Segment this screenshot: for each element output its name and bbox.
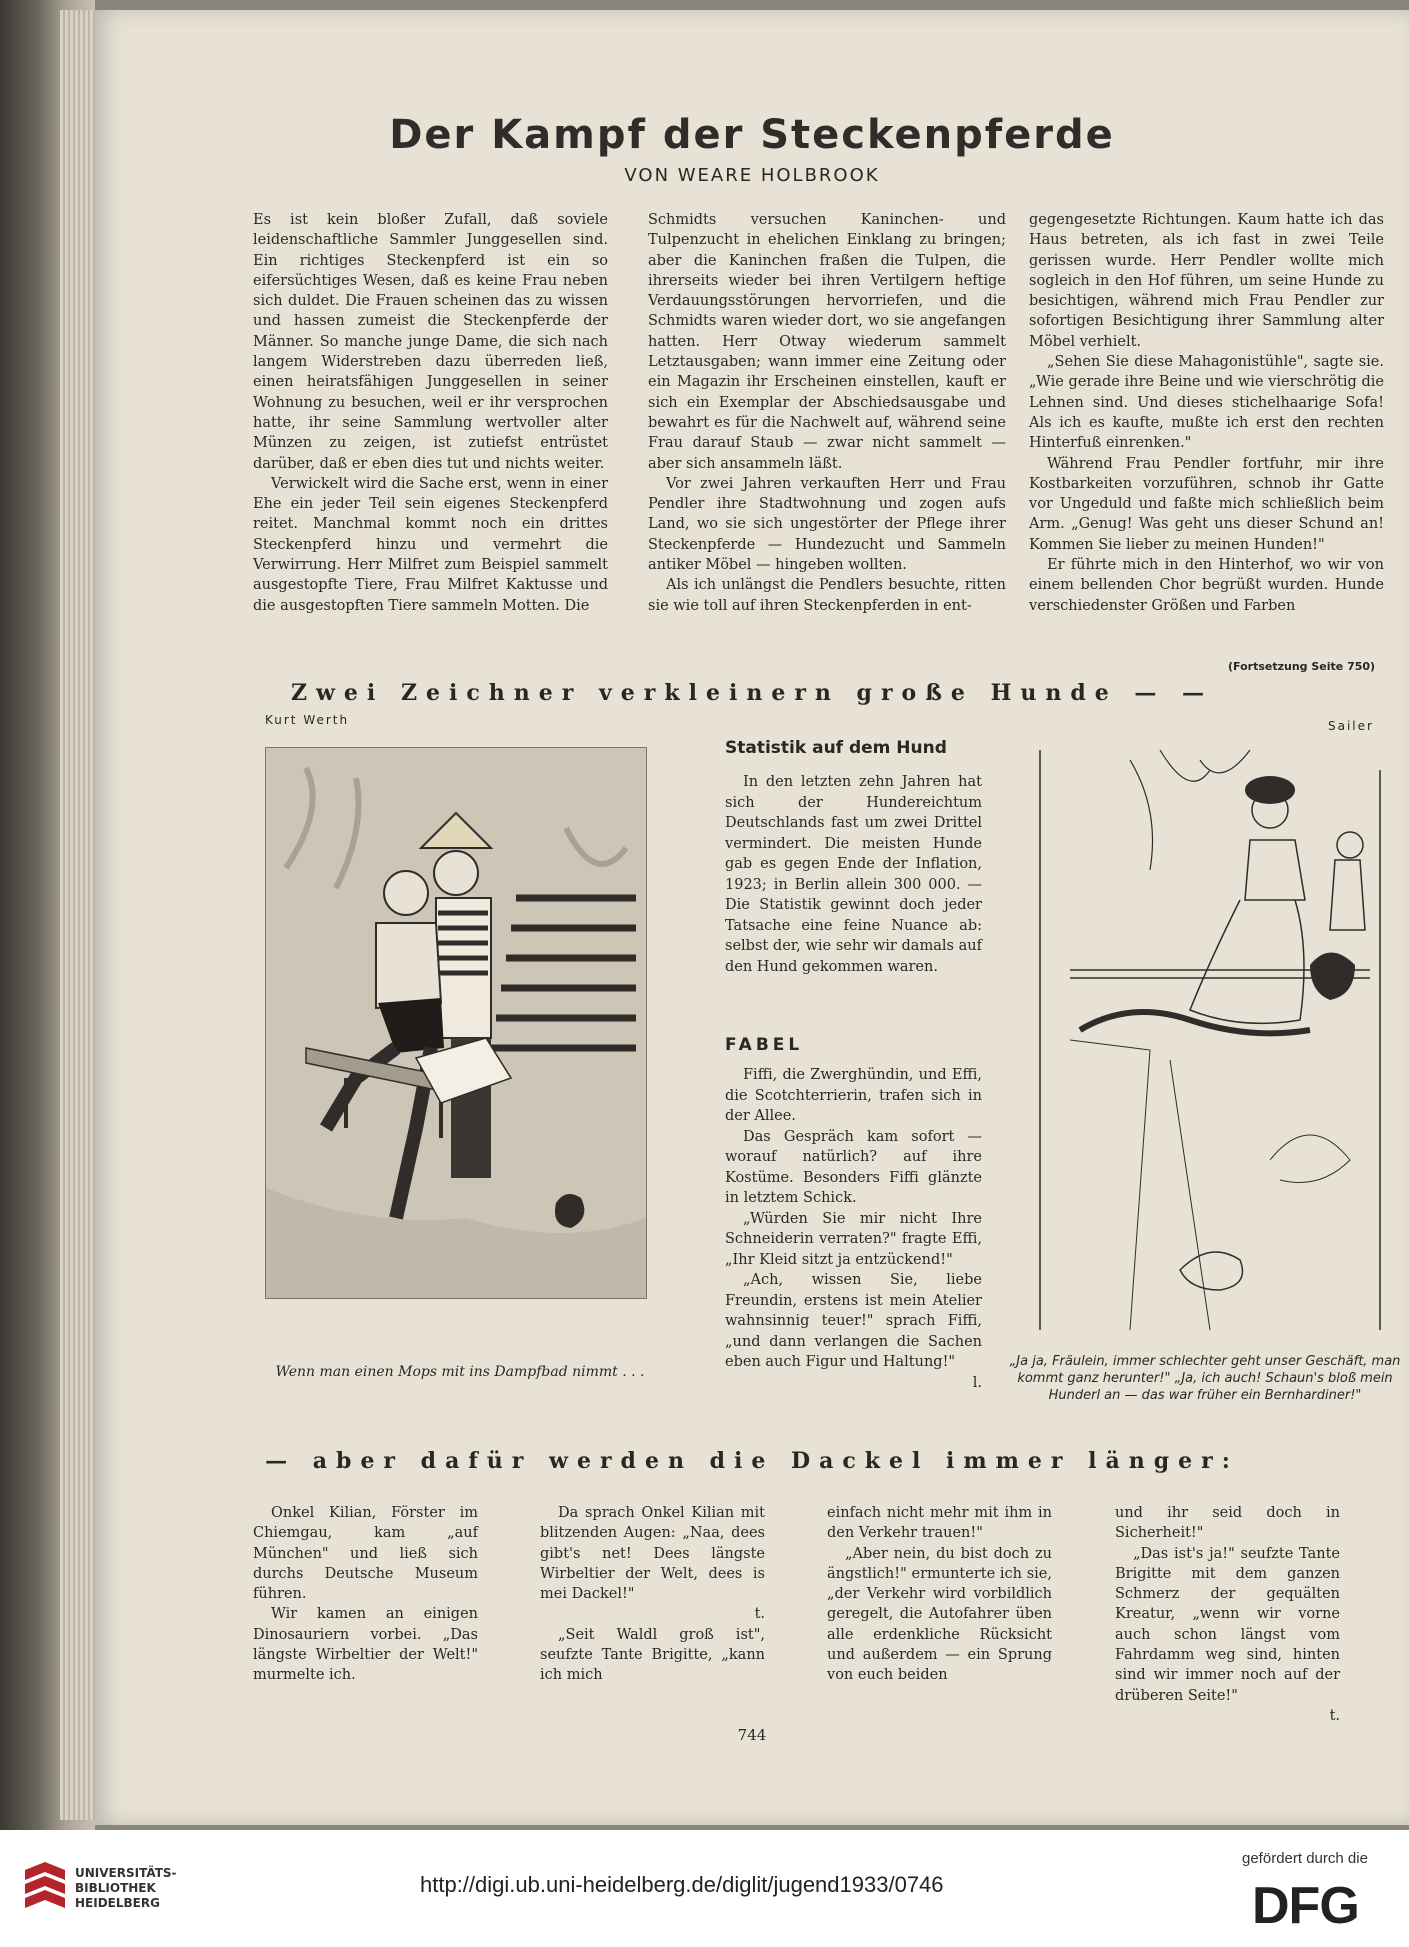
paragraph: Verwickelt wird die Sache erst, wenn in einer Ehe ein jeder Teil sein eigenes Steckenpferd reitet. Manchmal kommt noch ein drittes Steckenpferd hinzu und vermehrt die Verwirrung. Herr Milfret zum Beispiel sammelt ausgestopfte Tiere, Frau Milfret Kaktusse und die ausgestopften Tiere sammeln Motten. Die — [253, 475, 608, 614]
library-logo-icon[interactable] — [20, 1860, 70, 1920]
paragraph: „Seit Waldl groß ist", seufzte Tante Brigitte, „kann ich mich — [540, 1626, 765, 1684]
article-column-2 — [648, 210, 1006, 616]
funding-label: gefördert durch die — [1242, 1850, 1368, 1867]
illustration-drawing — [266, 748, 646, 1298]
illustration-bar-scene — [1010, 730, 1409, 1345]
illustration-sketch — [1010, 730, 1409, 1345]
fabel-text-block — [725, 1065, 982, 1393]
paragraph: und ihr seid doch in Sicherheit!" — [1115, 1505, 1340, 1542]
viewer-footer — [0, 1830, 1409, 1947]
statistik-title: Statistik auf dem Hund — [725, 738, 947, 758]
article-author: VON WEARE HOLBROOK — [624, 165, 880, 186]
library-line: HEIDELBERG — [75, 1896, 160, 1910]
bottom-column-2 — [540, 1503, 765, 1686]
paragraph: Onkel Kilian, Förster im Chiemgau, kam „auf München" und ließ sich durchs Deutsche Museum führen. — [253, 1505, 478, 1603]
paragraph: Das Gespräch kam sofort — worauf natürlich? auf ihre Kostüme. Besonders Fiffi glänzte in letztem Schick. — [725, 1128, 982, 1206]
paragraph: Er führte mich in den Hinterhof, wo wir von einem bellenden Chor begrüßt wurden. Hunde verschiedenster Größen und Farben — [1029, 557, 1384, 614]
scanned-page — [95, 10, 1409, 1825]
paragraph: Wir kamen an einigen Dinosauriern vorbei. „Das längste Wirbeltier der Welt!" murmelte ich. — [253, 1606, 478, 1684]
illustration-steam-bath — [265, 747, 647, 1299]
caption-left: Wenn man einen Mops mit ins Dampfbad nimmt . . . — [275, 1364, 645, 1380]
paragraph: Vor zwei Jahren verkauften Herr und Frau Pendler ihre Stadtwohnung und zogen aufs Land, wo sie sich ungestörter der Pflege ihrer Steckenpferde — Hundezucht und Sammeln antiker Möbel — hingeben wollten. — [648, 475, 1006, 574]
caption-right: „Ja ja, Fräulein, immer schlechter geht unser Geschäft, man kommt ganz herunter!" „Ja, ich auch! Schaun's bloß mein Hunderl an — das war früher ein Bernhardiner!" — [1009, 1354, 1401, 1403]
paragraph: Schmidts versuchen Kaninchen- und Tulpenzucht in ehelichen Einklang zu bringen; aber die Kaninchen fraßen die Tulpen, die ihrerseits wieder bei ihren Vertilgern heftige Verdauungsstörungen hervorriefen, und die Schmidts waren wieder dort, wo sie angefangen hatten. Herr Otway wiederum sammelt Letztausgaben; wann immer eine Zeitung oder ein Magazin ihr Erscheinen einstellen, kauft er sich ein Exemplar der Abschiedsausgabe und bewahrt es für die Nachwelt auf, während seine Frau darauf Staub — zwar nicht sammelt — aber sich ansammeln läßt. — [648, 212, 1006, 472]
article-column-1 — [253, 210, 608, 616]
paragraph: „Ach, wissen Sie, liebe Freundin, erstens ist mein Atelier wahnsinnig teuer!" sprach Fiffi, „und dann verlangen die Sachen eben auch Figur und Haltung!" — [725, 1272, 982, 1370]
bottom-column-1 — [253, 1503, 478, 1686]
statistik-text: In den letzten zehn Jahren hat sich der Hundereichtum Deutschlands fast um zwei Drittel vermindert. Die meisten Hunde gab es gegen Ende der Inflation, 1923; in Berlin allein 300 000. — Die Statistik gewinnt doch jeder Tatsache eine feine Nuance ab: selbst der, wie sehr wir damals auf den Hund gekommen waren. — [725, 774, 982, 975]
page-number: 744 — [737, 1726, 767, 1744]
permalink-url[interactable]: http://digi.ub.uni-heidelberg.de/diglit/jugend1933/0746 — [420, 1872, 944, 1897]
library-name[interactable] — [75, 1866, 177, 1911]
paragraph: Fiffi, die Zwerghündin, und Effi, die Scotchterrierin, trafen sich in der Allee. — [725, 1067, 982, 1124]
statistik-text-block — [725, 772, 982, 977]
headline-top: Zwei Zeichner verkleinern große Hunde — — — [290, 680, 1214, 706]
page-stack — [60, 10, 96, 1820]
bottom-column-3 — [827, 1503, 1052, 1686]
paragraph: „Würden Sie mir nicht Ihre Schneiderin verraten?" fragte Effi, „Ihr Kleid sitzt ja entzückend!" — [725, 1210, 982, 1268]
fabel-signature: l. — [972, 1374, 982, 1391]
paragraph: „Sehen Sie diese Mahagonistühle", sagte sie. „Wie gerade ihre Beine und wie vierschrötig die Lehnen sind. Und dieses stichelhaarige Sofa! Als ich es kaufte, mußte ich erst den rechten Hinterfuß einrenken." — [1029, 354, 1384, 452]
library-line: BIBLIOTHEK — [75, 1881, 156, 1895]
signature: t. — [1329, 1707, 1340, 1724]
dfg-logo[interactable]: DFG — [1252, 1877, 1359, 1935]
continued-note: (Fortsetzung Seite 750) — [1228, 660, 1376, 673]
paragraph: gegengesetzte Richtungen. Kaum hatte ich das Haus betreten, als ich fast in zwei Teile gerissen wurde. Herr Pendler wollte mich sogleich in den Hof führen, um seine Hunde zu besichtigen, während mich Frau Pendler zur sofortigen Besichtigung ihrer Sammlung alter Möbel verhielt. — [1029, 212, 1384, 350]
headline-bottom: — aber dafür werden die Dackel immer länger: — [265, 1448, 1239, 1474]
artist-left: Kurt Werth — [265, 713, 350, 727]
paragraph: einfach nicht mehr mit ihm in den Verkehr trauen!" — [827, 1505, 1052, 1542]
paragraph: „Aber nein, du bist doch zu ängstlich!" ermunterte ich sie, „der Verkehr wird vorbildlich geregelt, die Autofahrer üben alle erdenkliche Rücksicht und außerdem — ein Sprung von euch beiden — [827, 1545, 1052, 1684]
paragraph: Während Frau Pendler fortfuhr, mir ihre Kostbarkeiten vorzuführen, schnob ihr Gatte vor Ungeduld und faßte mich schließlich beim Arm. „Genug! Was geht uns dieser Schund an! Kommen Sie lieber zu meinen Hunden!" — [1029, 455, 1384, 553]
article-title: Der Kampf der Steckenpferde — [389, 112, 1115, 158]
library-line: UNIVERSITÄTS- — [75, 1866, 177, 1880]
paragraph: Als ich unlängst die Pendlers besuchte, ritten sie wie toll auf ihren Steckenpferden in ent- — [648, 577, 1006, 614]
fabel-title: FABEL — [725, 1035, 804, 1055]
signature: t. — [754, 1606, 765, 1623]
paragraph: Da sprach Onkel Kilian mit blitzenden Augen: „Naa, dees gibt's net! Dees längste Wirbeltier der Welt, dees is mei Dackel!" — [540, 1505, 765, 1603]
article-column-3 — [1029, 210, 1384, 616]
artist-right: Sailer — [1328, 719, 1374, 733]
paragraph: Es ist kein bloßer Zufall, daß soviele leidenschaftliche Sammler Junggesellen sind. Ein richtiges Steckenpferd ist ein so eifersüchtiges Wesen, daß es keine Frau neben sich duldet. Die Frauen scheinen das zu wissen und hassen zumeist die Steckenpferde der Männer. So manche junge Dame, die sich nach langem Widerstreben dazu überreden ließ, einen heiratsfähigen Junggesellen in seiner Wohnung zu besuchen, weil er ihr versprochen hatte, ihr seine Sammlung wertvoller alter Münzen zu zeigen, ist zutiefst entrüstet darüber, daß er eben dies tut und nichts weiter. — [253, 212, 608, 472]
paragraph: „Das ist's ja!" seufzte Tante Brigitte mit dem ganzen Schmerz der gequälten Kreatur, „wenn wir vorne auch schon längst vom Fahrdamm weg sind, hinten sind wir immer noch auf der drüberen Seite!" — [1115, 1545, 1340, 1704]
bottom-column-4 — [1115, 1503, 1340, 1726]
